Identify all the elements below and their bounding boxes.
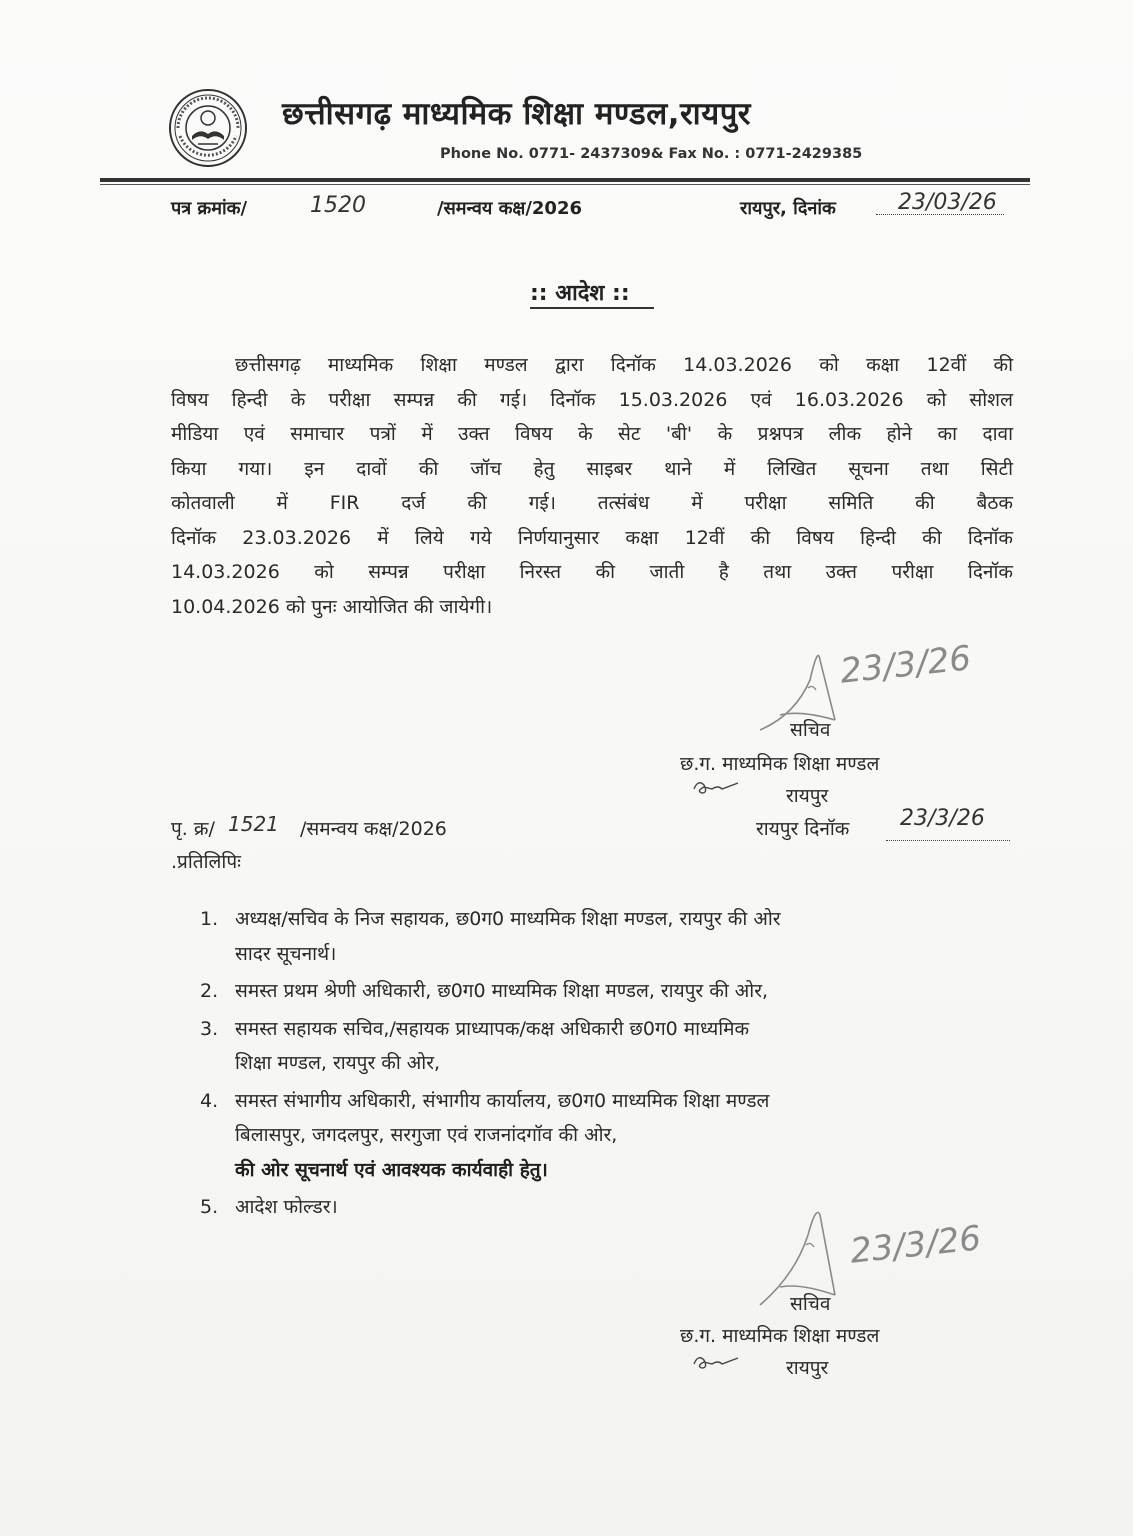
list-item-text: समस्त संभागीय अधिकारी, संभागीय कार्यालय, छ0ग0 माध्यमिक शिक्षा मण्डल: [235, 1089, 770, 1112]
list-item-text: सादर सूचनार्थ।: [235, 942, 337, 965]
list-item: [200, 1084, 1020, 1188]
signature-2-city: रायपुर: [786, 1357, 829, 1379]
list-item-text: समस्त सहायक सचिव,/सहायक प्राध्यापक/कक्ष अधिकारी छ0ग0 माध्यमिक: [235, 1017, 750, 1040]
signature-1-designation: सचिव: [790, 719, 831, 741]
copy-to-label: .प्रतिलिपिः: [171, 851, 241, 873]
endorsement-ref-label: पृ. क्र/: [171, 818, 215, 840]
letter-number-label: पत्र क्रमांक/: [171, 198, 248, 219]
list-item-text: अध्यक्ष/सचिव के निज सहायक, छ0ग0 माध्यमिक शिक्षा मण्डल, रायपुर की ओर: [235, 908, 781, 930]
handwritten-signature-1-icon: [740, 620, 1040, 760]
endorsement-date-value: 23/3/26: [900, 806, 985, 831]
signature-2-handwritten-date: 23/3/26: [848, 1218, 983, 1272]
initials-scribble-icon: [690, 775, 750, 799]
signature-2-organization: छ.ग. माध्यमिक शिक्षा मण्डल: [680, 1325, 880, 1347]
endorsement-ref-suffix: /समन्वय कक्ष/2026: [300, 818, 447, 840]
date-value: 23/03/26: [898, 190, 997, 215]
signature-1-handwritten-date: 23/3/26: [838, 638, 973, 692]
order-title: :: आदेश ::: [530, 281, 630, 306]
list-number: 4.: [200, 1089, 219, 1112]
signature-1-organization: छ.ग. माध्यमिक शिक्षा मण्डल: [680, 753, 880, 775]
body-line: किया गया। इन दावों की जॉच हेतु साइबर थाने में लिखित सूचना तथा सिटी: [171, 457, 1013, 480]
date-label: रायपुर, दिनांक: [740, 198, 836, 219]
order-body-paragraph: [171, 348, 1013, 624]
list-number: 3.: [200, 1017, 219, 1040]
list-item-bold-text: की ओर सूचनार्थ एवं आवश्यक कार्यवाही हेतु।: [235, 1158, 548, 1181]
body-line: मीडिया एवं समाचार पत्रों में उक्त विषय के सेट 'बी' के प्रश्नपत्र लीक होने का दावा: [171, 423, 1013, 445]
list-number: 5.: [200, 1196, 219, 1218]
list-number: 1.: [200, 908, 219, 930]
body-line: विषय हिन्दी के परीक्षा सम्पन्न की गई। दिनॉक 15.03.2026 एवं 16.03.2026 को सोशल: [171, 388, 1013, 411]
body-line: दिनॉक 23.03.2026 में लिये गये निर्णयानुसार कक्षा 12वीं की विषय हिन्दी की दिनॉक: [171, 526, 1013, 549]
list-item: [200, 902, 1020, 971]
signature-2-designation: सचिव: [790, 1293, 831, 1315]
organization-title: छत्तीसगढ़ माध्यमिक शिक्षा मण्डल,रायपुर: [282, 96, 751, 132]
list-item-text: शिक्षा मण्डल, रायपुर की ओर,: [235, 1052, 441, 1074]
body-line: 10.04.2026 को पुनः आयोजित की जायेगी।: [171, 595, 493, 618]
list-number: 2.: [200, 980, 219, 1002]
board-seal-logo-icon: [168, 88, 248, 168]
order-title-underline: [530, 307, 654, 309]
list-item-text: समस्त प्रथम श्रेणी अधिकारी, छ0ग0 माध्यमिक शिक्षा मण्डल, रायपुर की ओर,: [235, 980, 769, 1002]
list-item: [200, 974, 1020, 1009]
letter-number-value: 1520: [310, 193, 366, 218]
signature-1-city: रायपुर: [786, 785, 829, 807]
contact-line: Phone No. 0771- 2437309& Fax No. : 0771-2429385: [440, 146, 863, 162]
header-rule-thin: [100, 184, 1030, 185]
list-item-text: आदेश फोल्डर।: [235, 1196, 338, 1218]
body-line: छत्तीसगढ़ माध्यमिक शिक्षा मण्डल द्वारा दिनॉक 14.03.2026 को कक्षा 12वीं की: [235, 354, 1013, 376]
list-item-text: बिलासपुर, जगदलपुर, सरगुजा एवं राजनांदगॉव की ओर,: [235, 1124, 618, 1146]
endorsement-date-label: रायपुर दिनॉक: [756, 818, 850, 840]
copy-recipient-list: [200, 902, 1020, 1228]
header-rule: [100, 178, 1030, 182]
body-line: कोतवाली में FIR दर्ज की गई। तत्संबंध में परीक्षा समिति की बैठक: [171, 492, 1013, 514]
list-item: [200, 1012, 1020, 1081]
endorsement-ref-value: 1521: [228, 812, 279, 836]
department-label: /समन्वय कक्ष/2026: [437, 198, 583, 219]
body-line: 14.03.2026 को सम्पन्न परीक्षा निरस्त की जाती है तथा उक्त परीक्षा दिनॉक: [171, 561, 1013, 583]
initials-scribble-2-icon: [690, 1350, 750, 1374]
endorsement-date-dotted-line: [886, 840, 1010, 841]
